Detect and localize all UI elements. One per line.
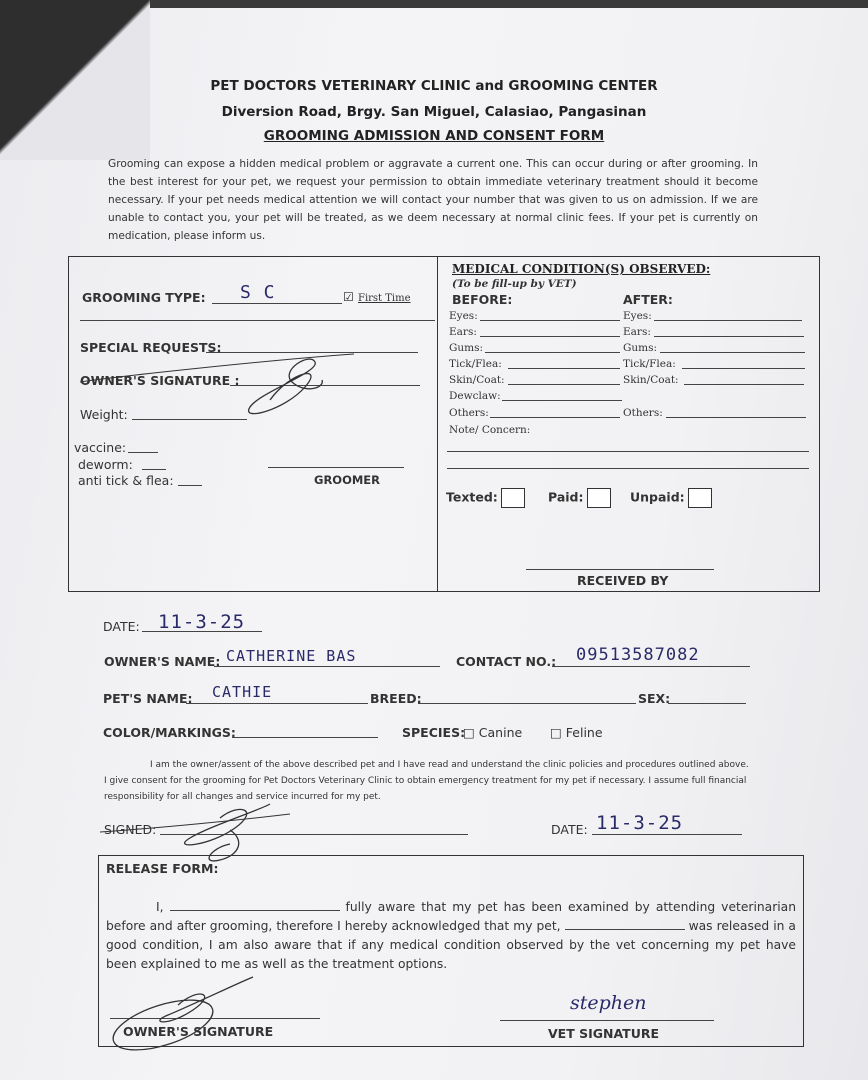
first-time-checkbox[interactable]: ☑ — [343, 290, 354, 304]
first-time-label: First Time — [358, 293, 411, 304]
pet-name-label: PET'S NAME: — [103, 691, 193, 706]
texted-checkbox[interactable] — [446, 488, 525, 508]
before-skin-line[interactable] — [508, 384, 620, 385]
before-ears: Ears: — [449, 326, 477, 338]
before-gums-line[interactable] — [485, 352, 620, 353]
color-markings-label: COLOR/MARKINGS: — [103, 725, 236, 740]
before-skin-coat: Skin/Coat: — [449, 374, 505, 386]
owner-name-line[interactable] — [214, 666, 440, 667]
grooming-type-value[interactable]: S C — [240, 282, 276, 303]
signed-label: SIGNED: — [104, 822, 157, 837]
note-line-1[interactable] — [447, 451, 809, 452]
before-tick-flea: Tick/Flea: — [449, 358, 502, 370]
unpaid-box[interactable] — [688, 488, 712, 508]
before-gums: Gums: — [449, 342, 484, 354]
received-by-line[interactable] — [526, 569, 714, 570]
clinic-name: PET DOCTORS VETERINARY CLINIC and GROOMING CENTER — [210, 78, 658, 94]
after-tick-line[interactable] — [682, 368, 805, 369]
breed-label: BREED: — [370, 691, 422, 706]
pet-name-value[interactable]: CATHIE — [212, 683, 273, 701]
paid-checkbox[interactable] — [548, 488, 611, 508]
before-ears-line[interactable] — [480, 336, 620, 337]
after-gums-line[interactable] — [660, 352, 805, 353]
date-value[interactable]: 11-3-25 — [158, 611, 246, 633]
species-label: SPECIES: — [402, 725, 466, 740]
breed-line[interactable] — [418, 703, 636, 704]
medical-subtitle: (To be fill-up by VET) — [452, 278, 577, 290]
before-dewclaw: Dewclaw: — [449, 390, 501, 402]
after-eyes: Eyes: — [623, 310, 652, 322]
anti-tick-line[interactable] — [178, 485, 202, 486]
owner-signature-scribble — [230, 352, 350, 432]
after-skin-coat: Skin/Coat: — [623, 374, 679, 386]
color-markings-line[interactable] — [232, 737, 378, 738]
after-others-line[interactable] — [666, 417, 806, 418]
grooming-extra-line — [80, 320, 435, 321]
medical-title: MEDICAL CONDITION(S) OBSERVED: — [452, 262, 711, 276]
special-requests-label: SPECIAL REQUESTS: — [80, 340, 222, 355]
before-others: Others: — [449, 407, 489, 419]
after-ears-line[interactable] — [654, 336, 804, 337]
release-name-line[interactable] — [170, 910, 340, 911]
before-tick-line[interactable] — [508, 368, 620, 369]
release-title: RELEASE FORM: — [106, 861, 219, 876]
groomer-label: GROOMER — [314, 473, 381, 487]
unpaid-checkbox[interactable] — [630, 488, 712, 508]
owner-signature-label: OWNER'S SIGNATURE : — [80, 373, 240, 388]
release-text-2: was released in a good condition, I am also aware that if any medical condition observed by the vet concerning my pet have been explained to me as well as the treatment options. — [106, 919, 796, 971]
before-eyes-line[interactable] — [480, 320, 620, 321]
release-text-1: fully aware that my pet has been examined by attending veterinarian before and after grooming, therefore I hereby acknowledged that my pet, — [106, 900, 796, 933]
deworm-label: deworm: — [78, 457, 133, 472]
contact-label: CONTACT NO.: — [456, 654, 557, 669]
consent-date-label: DATE: — [551, 822, 588, 837]
after-others: Others: — [623, 407, 663, 419]
pet-name-line[interactable] — [186, 703, 368, 704]
grooming-type-line — [212, 303, 342, 304]
deworm-line[interactable] — [142, 469, 166, 470]
texted-label: Texted: — [446, 489, 498, 505]
before-label: BEFORE: — [452, 292, 513, 307]
before-eyes: Eyes: — [449, 310, 478, 322]
intro-paragraph: Grooming can expose a hidden medical problem or aggravate a current one. This can occur during or after grooming. In the best interest for your pet, we request your permission to obtain immediate veterinary treatment should it become necessary. If your pet needs medical attention we will contact your number that was given to us on admission. If we are unable to contact you, your pet will be treated, as we deem necessary at normal clinic fees. If your pet is currently on medication, please inform us. — [108, 158, 758, 242]
before-dewclaw-line[interactable] — [502, 400, 622, 401]
paid-box[interactable] — [587, 488, 611, 508]
unpaid-label: Unpaid: — [630, 489, 685, 505]
consent-date-value[interactable]: 11-3-25 — [596, 812, 684, 834]
received-by-label: RECEIVED BY — [577, 573, 669, 588]
note-concern-label: Note/ Concern: — [449, 424, 531, 436]
after-label: AFTER: — [623, 292, 673, 307]
consent-line-1: I am the owner/assent of the above described pet and I have read and understand the clinic policies and procedures outlined above. — [150, 760, 749, 770]
after-tick-flea: Tick/Flea: — [623, 358, 676, 370]
vaccine-label: vaccine: — [74, 440, 127, 455]
after-ears: Ears: — [623, 326, 651, 338]
sex-line[interactable] — [668, 703, 746, 704]
table-divider — [437, 256, 438, 592]
anti-tick-label: anti tick & flea: — [78, 473, 174, 488]
consent-line-3: responsibility for all changes and service incurred for my pet. — [104, 792, 381, 802]
note-line-2[interactable] — [447, 468, 809, 469]
contact-value[interactable]: 09513587082 — [576, 645, 700, 665]
weight-label: Weight: — [80, 407, 128, 422]
before-others-line[interactable] — [490, 417, 620, 418]
release-i: I, — [156, 900, 164, 914]
feline-option[interactable]: □ Feline — [550, 725, 603, 740]
after-gums: Gums: — [623, 342, 658, 354]
sex-label: SEX: — [638, 691, 671, 706]
owner-name-value[interactable]: CATHERINE BAS — [226, 647, 357, 665]
clinic-address: Diversion Road, Brgy. San Miguel, Calasiao, Pangasinan — [221, 104, 647, 120]
vet-signature-label: VET SIGNATURE — [548, 1026, 660, 1041]
after-skin-line[interactable] — [684, 384, 804, 385]
consent-line-2: I give consent for the grooming for Pet Doctors Veterinary Clinic to obtain emergency treatment for my pet if necessary. I assume full financial — [104, 776, 747, 786]
consent-date-line[interactable] — [592, 834, 742, 835]
texted-box[interactable] — [501, 488, 525, 508]
contact-line[interactable] — [552, 666, 750, 667]
grooming-type-label: GROOMING TYPE: — [82, 290, 206, 305]
date-label: DATE: — [103, 619, 140, 634]
canine-option[interactable]: □ Canine — [463, 725, 523, 740]
vet-signature-line[interactable] — [500, 1020, 714, 1021]
groomer-line[interactable] — [268, 467, 404, 468]
form-title: GROOMING ADMISSION AND CONSENT FORM — [263, 128, 605, 144]
vet-signature-value: stephen — [570, 992, 647, 1014]
vaccine-line[interactable] — [128, 452, 158, 453]
owner-signature-release-label: OWNER'S SIGNATURE — [123, 1024, 274, 1039]
paid-label: Paid: — [548, 489, 584, 505]
after-eyes-line[interactable] — [654, 320, 802, 321]
main-table — [68, 256, 820, 592]
owner-name-label: OWNER'S NAME: — [104, 654, 221, 669]
owner-release-signature-scribble — [108, 975, 278, 1050]
release-pet-line[interactable] — [565, 929, 685, 930]
release-paragraph — [106, 898, 796, 974]
